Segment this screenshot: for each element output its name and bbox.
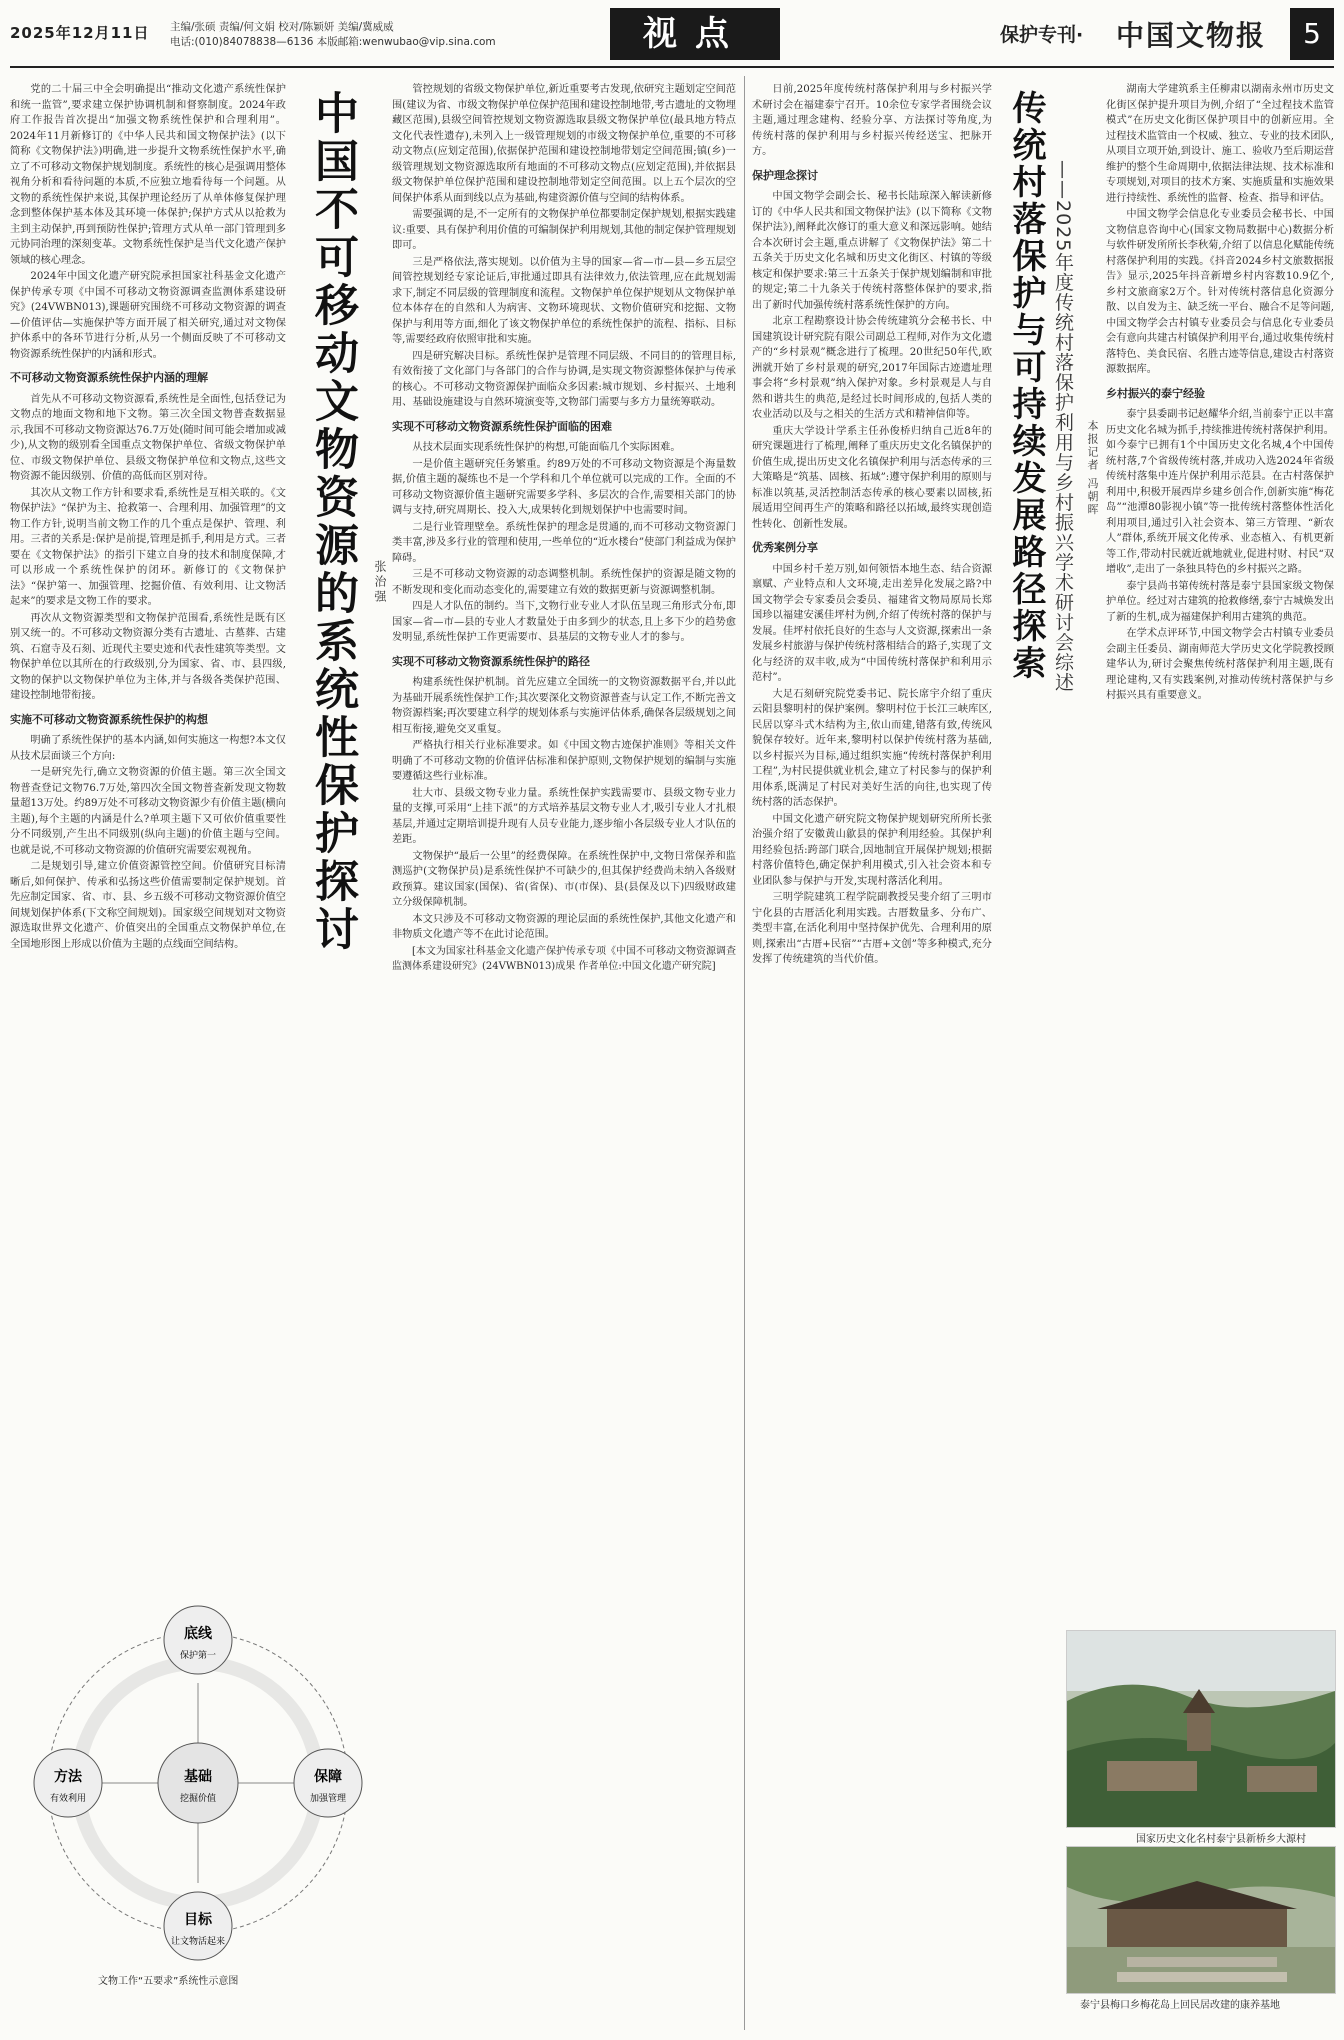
- staff-line-editors: 主编/张硕 责编/何文娟 校对/陈颖妍 美编/冀威威: [170, 21, 394, 33]
- paragraph: 再次从文物资源类型和文物保护范围看,系统性是既有区别又统一的。不可移动文物资源分类有古遗址、古墓葬、古建筑、石窟寺及石刻、近现代主要史迹和代表性建筑等类型。文物保护单位以其所在的行政级别,分为国家、省、市、县四级,文物的保护以文物保护单位为主体,并与各级各类保护范围、建设控制地带衔接。: [10, 612, 286, 701]
- paragraph: 北京工程勘察设计协会传统建筑分会秘书长、中国建筑设计研究院有限公司副总工程师,对作为文化遗产的“乡村景观”概念进行了梳理。20世纪50年代,欧洲就开始了乡村景观的研究,2017年国际古迹遗址理事会将“乡村景观”纳入保护对象。乡村景观是人与自然和谐共生的典范,是经过长时间形成的,包括人类的农业活动以及与之相关的生活方式和精神信仰等。: [752, 316, 992, 420]
- system-diagram: [28, 1598, 368, 1986]
- health-base-photo: [1066, 1846, 1336, 1994]
- header-rule: [10, 66, 1334, 68]
- paragraph: 四是人才队伍的制约。当下,文物行业专业人才队伍呈现三角形式分布,即国家—省—市—县的专业人才数量处于由多到少的状态,且上多下少的趋势愈发明显,系统性保护工作更需要市、县基层的文物专业人才的参与。: [392, 601, 736, 643]
- diagram-caption: 文物工作“五要求”系统性示意图: [98, 1976, 239, 1987]
- section-heading: 保护理念探讨: [752, 168, 818, 182]
- label: 让文物活起来: [170, 1937, 226, 1947]
- page-number: 5: [1290, 8, 1334, 60]
- paragraph: 二是行业管理壁垒。系统性保护的理念是贯通的,而不可移动文物资源门类丰富,涉及多行业的管理和使用,一些单位的“近水楼台”使部门利益成为保护障碍。: [392, 521, 736, 564]
- paragraph: 泰宁县尚书第传统村落是泰宁县国家级文物保护单位。经过对古建筑的抢救修缮,泰宁古城焕发出了新的生机,成为福建保护利用古建筑的典范。: [1106, 580, 1334, 623]
- paragraph: 一是研究先行,确立文物资源的价值主题。第三次全国文物普查登记文物76.7万处,第四次全国文物普查新发现文物数量超13万处。约89万处不可移动文物资源少有价值主题(横向主题),每个主题的内涵是什么?单项主题下又可依价值重要性分不同级别,产生出不同级别(纵向主题)的价值主题与空间。也就是说,不可移动文物资源的价值研究需要宏观视角。: [10, 767, 286, 856]
- paragraph: 三是不可移动文物资源的动态调整机制。系统性保护的资源是随文物的不断发现和变化而动态变化的,需要建立有效的数据更新与资源调整机制。: [392, 569, 736, 596]
- paragraph: 中国乡村千差万别,如何领悟本地生态、结合资源禀赋、产业特点和人文环境,走出差异化发展之路?中国文物学会专家委员会委员、福建省文物局原局长郑国珍以福建安溪佳坪村为例,介绍了传统村落的保护与发展。佳坪村依托良好的生态与人文资源,探索出一条发展乡村旅游与保护传统村落相结合的路子,实现了文化与经济的双丰收,成为“中国传统村落保护和利用示范村”。: [752, 563, 992, 683]
- section-heading: 乡村振兴的泰宁经验: [1106, 386, 1205, 400]
- photo1-caption: 国家历史文化名村泰宁县新桥乡大源村: [1136, 1834, 1306, 1845]
- paragraph: 湖南大学建筑系主任柳肃以湖南永州市历史文化街区保护提升项目为例,介绍了“全过程技术监管模式”在历史文化街区保护项目中的创新应用。全过程技术监管由一个权威、独立、专业的技术团队,从项目立项开始,到设计、施工、验收乃至后期运营维护的整个生命周期中,依据法律法规、技术标准和专项规划,对项目的技术方案、实施质量和实施效果进行持续性、系统性的监督、检查、指导和评估。: [1106, 84, 1334, 204]
- paragraph: 构建系统性保护机制。首先应建立全国统一的文物资源数据平台,并以此为基础开展系统性保护工作;其次要深化文物资源普查与认定工作,不断完善文物资源档案;再次要建立科学的规划体系与实施评估体系,确保各层级规划之间相互衔接,避免交叉重复。: [392, 677, 736, 735]
- staff-credits: [170, 20, 496, 50]
- article2-column-a: [752, 82, 992, 2002]
- paragraph: 本文只涉及不可移动文物资源的理论层面的系统性保护,其他文化遗产和非物质文化遗产等不在此讨论范围。: [392, 913, 736, 940]
- article2-title: 传统村落保护与可持续发展路径探索: [1006, 90, 1046, 682]
- section-heading: 优秀案例分享: [752, 541, 818, 554]
- paragraph: 在学术点评环节,中国文物学会古村镇专业委员会副主任委员、湖南师范大学历史文化学院教授顾建华认为,研讨会聚焦传统村落保护利用主题,既有理论建构,又有实践案例,对推动传统村落保护与乡村振兴具有重要意义。: [1106, 628, 1334, 701]
- photo-graphic: [1067, 1847, 1335, 1993]
- paragraph: 文物保护“最后一公里”的经费保障。在系统性保护中,文物日常保养和监测巡护(文物保护员)是系统性保护不可缺少的,但其保护经费尚未纳入各级财政预算。建议国家(国保)、省(省保)、市(市保)、县(县保及以下)四级财政建立分级保障机制。: [392, 850, 736, 908]
- paragraph: 一是价值主题研究任务繁重。约89万处的不可移动文物资源是个海量数据,价值主题的凝练也不是一个学科和几个单位就可以完成的工作。全面的不可移动文物资源价值主题研究需要多学科、多层次的合作,需要相关部门的协调与支持,研究周期长、投入大,成果转化到规划保护中也需要时间。: [392, 458, 736, 516]
- article-footnote: [本文为国家社科基金文化遗产保护传承专项《中国不可移动文物资源调查监测体系建设研究》(24VWBN013)成果 作者单位:中国文化遗产研究院]: [392, 945, 736, 972]
- label: 加强管理: [309, 1794, 347, 1804]
- section-heading: 实施不可移动文物资源系统性保护的构想: [10, 712, 208, 726]
- special-edition-label: 保护专刊·: [1000, 24, 1084, 46]
- paragraph: 三是严格依法,落实规划。以价值为主导的国家—省—市—县—乡五层空间管控规划经专家论证后,审批通过即具有法律效力,依法管理,应在此规划需求下,制定不同层级的管理制度和流程。文物保护单位保护规划从文物保护单位本体存在的自然和人为病害、文物环境现状、文物价值研究和挖掘、文物保护与利用等方面,细化了该文物保护单位的系统性保护的流程、指标、目标等,需要经政府依照审批和实施。: [392, 256, 736, 345]
- paragraph: 三明学院建筑工程学院副教授吴斐介绍了三明市宁化县的古厝活化利用实践。古厝数量多、分布广、类型丰富,在活化利用中坚持保护优先、合理利用的原则,探索出“古厝+民宿”“古厝+文创”等多种模式,充分发挥了传统建筑的当代价值。: [752, 892, 992, 965]
- paragraph: 四是研究解决目标。系统性保护是管理不同层级、不同目的的管理目标,有效衔接了文化部门与各部门的合作与协调,是实现文物资源整体保护与传承的核心。不可移动文物资源保护面临众多因素:城市规划、乡村振兴、土地利用、基础设施建设与自然环境演变等,文物部门需要与多方力量统筹联动。: [392, 350, 736, 408]
- paragraph: 党的二十届三中全会明确提出“推动文化遗产系统性保护和统一监管”,要求建立保护协调机制和督察制度。2024年政府工作报告首次提出“加强文物系统性保护和合理利用”。2024年11月新修订的《中华人民共和国文物保护法》(以下简称《文物保护法》)明确,进一步提升文物系统性保护水平,确立了不可移动文物保护规划制度。系统性的核心是强调用整体视角分析和看待问题的本质,不应独立地看待每一个问题。从文物的系统性保护来说,其保护理论经历了从单体修复保护理念到整体保护基本体及其环境一体保护;保护方式从以抢救为主到主动保护,再到预防性保护;管理方式从单一部门管理到多元协同治理的深刻变革。文物系统性保护是当代文化遗产保护领域的核心理念。: [10, 84, 286, 266]
- section-heading: 实现不可移动文物资源系统性保护的路径: [392, 654, 590, 668]
- paragraph: 泰宁县委副书记赵耀华介绍,当前泰宁正以丰富历史文化名城为抓手,持续推进传统村落保护利用。如今泰宁已拥有1个中国历史文化名城,4个中国传统村落,7个省级传统村落,并成功入选2024年省级传统村落集中连片保护利用示范县。在古村落保护利用中,积极开展西岸乡建乡创合作,创新实施“梅花岛”“池潭80影视小镇”等一批传统村落整体性活化利用项目,通过引入社会资本、第三方管理、“新农人”群体,系统开展文化传承、业态植入、有机更新等工作,带动村民就近就地就业,促进村财、村民“双增收”,走出了一条独具特色的乡村振兴之路。: [1106, 409, 1334, 575]
- article1-title: 中国不可移动文物资源的系统性保护探讨: [307, 90, 358, 954]
- article2-column-b: [1106, 82, 1334, 1612]
- village-photo: [1066, 1630, 1336, 1828]
- paragraph: 管控规划的省级文物保护单位,新近重要考古发现,依研究主题划定空间范围(建议为省、市级文物保护单位保护范围和建设控制地带,考古遗址的文物埋藏区范围),县级空间管控规划文物资源选取县级文物保护单位(最具地方特点文化代表性遗存),未列入上一级管理规划的市级文物保护单位,重要的不可移动文物点(应划定范围),依据保护范围和建设控制地带划定空间范围;镇(乡)一级管理规划文物资源选取所有地面的不可移动文物点(应划定范围),并依据县级文物保护单位保护范围和建设控制地带划定空间范围。以上五个层次的空间保护体系从面到线以点为基础,构建资源价值与空间的结构体系。: [392, 84, 736, 204]
- newspaper-logo: 中国文物报: [1116, 19, 1267, 52]
- paragraph: 重庆大学设计学系主任孙俊桥归纳自己近8年的研究课题进行了梳理,阐释了重庆历史文化名镇保护的价值生成,提出历史文化名镇保护利用与活态传承的三大策略是“筑基、固核、拓域”:遵守保护利用的原则与标准以筑基,灵活控制活态传承的核心要素以固核,拓展适用空间再生产的策略和路径以拓域,最终实现创造性转化、创新性发展。: [752, 425, 992, 530]
- paragraph: 中国文化遗产研究院文物保护规划研究所所长张治强介绍了安徽黄山歙县的保护利用经验。其保护利用经验包括:跨部门联合,因地制宜开展保护规划;根据村落价值特色,确定保护利用模式,引入社会资本和专业团队参与保护与开发,实现村落活化利用。: [752, 813, 992, 887]
- article1-author: 张治强: [373, 560, 387, 605]
- article1-column-mid: [392, 82, 736, 2002]
- section-title: 视点: [610, 8, 780, 60]
- paragraph: 从技术层面实现系统性保护的构想,可能面临几个实际困难。: [412, 442, 681, 453]
- paragraph: 大足石刻研究院党委书记、院长席宇介绍了重庆云阳县黎明村的保护案例。黎明村位于长江三峡库区,民居以穿斗式木结构为主,依山而建,错落有致,传统风貌保存较好。近年来,黎明村以保护传统村落为基础,以乡村振兴为目标,通过组织实施“传统村落保护利用工程”,为村民提供就业机会,建立了村民参与的保护利用体系,既满足了村民对美好生活的向往,也实现了传统村落的活态保护。: [752, 688, 992, 808]
- paragraph: 明确了系统性保护的基本内涵,如何实施这一构想?本文仅从技术层面谈三个方向:: [10, 735, 286, 762]
- paragraph: 日前,2025年度传统村落保护利用与乡村振兴学术研讨会在福建泰宁召开。10余位专家学者围绕会议主题,通过理念建构、经验分享、方法探讨等角度,为传统村落的保护利用与乡村振兴传经送宝、把脉开方。: [752, 84, 992, 157]
- paragraph: 壮大市、县级文物专业力量。系统性保护实践需要市、县级文物专业力量的支撑,可采用“上挂下派”的方式培养基层文物专业人才,吸引专业人才扎根基层,并通过定期培训提升现有人员专业能力,逐步缩小各层级专业人才队伍的差距。: [392, 787, 736, 845]
- article2-subtitle: ——2025年度传统村落保护利用与乡村振兴学术研讨会综述: [1052, 160, 1074, 693]
- label: 保障: [314, 1769, 342, 1785]
- page-header: [10, 8, 1334, 64]
- photo2-caption: 泰宁县梅口乡梅花岛上回民居改建的康养基地: [1080, 2000, 1280, 2011]
- diagram-graphic: [28, 1598, 368, 1968]
- staff-line-contact: 电话:(010)84078838—6136 本版邮箱:wenwubao@vip.sina.com: [170, 36, 496, 48]
- label: 挖掘价值: [179, 1794, 217, 1804]
- label: 底线: [184, 1626, 212, 1642]
- label: 方法: [54, 1769, 82, 1785]
- paragraph: 中国文物学会副会长、秘书长陆琼深入解读新修订的《中华人民共和国文物保护法》(以下简称《文物保护法》),阐释此次修订的重大意义和深远影响。她结合本次研讨会主题,重点讲解了《文物保护法》第二十五条关于历史文化名城和历史文化街区、村镇的等级核定和保护要求:第三十五条关于保护规划编制和审批的规定;第二十九条关于传统村落整体保护的要求,指出了新时代加强传统村落系统性保护的方向。: [752, 191, 992, 311]
- paragraph: 二是规划引导,建立价值资源管控空间。价值研究目标清晰后,如何保护、传承和弘扬这些价值需要制定保护规划。首先应制定国家、省、市、县、乡五级不可移动文物资源价值空间规划保护体系(下文称空间规划)。国家级空间规划对文物资源选取世界文化遗产、价值突出的全国重点文物保护单位,在全国地形图上形成以价值为主题的点线面空间结构。: [10, 861, 286, 950]
- paragraph: 2024年中国文化遗产研究院承担国家社科基金文化遗产保护传承专项《中国不可移动文物资源调查监测体系建设研究》(24VWBN013),课题研究围绕不可移动文物资源的调查—价值评估—实施保护等方面开展了相关研究,通过对文物保护体系中的各环节进行分析,从另一个侧面反映了不可移动文物资源系统性保护的内涵和形式。: [10, 271, 286, 360]
- paragraph: 中国文物学会信息化专业委员会秘书长、中国文物信息咨询中心(国家文物局数据中心)数据分析与软件研发所所长李秋菊,介绍了以信息化赋能传统村落保护利用的实践。《抖音2024乡村文旅数据报告》显示,2025年抖音新增乡村内容数10.9亿个,乡村文旅商家2万个。针对传统村落信息化资源分散、以自发为主、缺乏统一平台、融合不足等问题,中国文物学会古村镇专业委员会与信息化专业委员会有意向共建古村镇保护利用平台,通过收集传统村落特色、美食民宿、名胜古迹等信息,建设古村落资源数据库。: [1106, 209, 1334, 375]
- section-heading: 不可移动文物资源系统性保护内涵的理解: [10, 371, 208, 384]
- paragraph: 严格执行相关行业标准要求。如《中国文物古迹保护准则》等相关文件明确了不可移动文物的价值评估标准和保护原则,文物保护规划的编制与实施要遵循这些行业标准。: [392, 740, 736, 782]
- issue-date: 2025年12月11日: [10, 24, 150, 42]
- paragraph: 其次从文物工作方针和要求看,系统性是互相关联的。《文物保护法》“保护为主、抢救第一、合理利用、加强管理”的文物工作方针,说明当前文物工作的几个重点是保护、管理、利用。三者的关系是:保护是前提,管理是抓手,利用是方式。三者要在《文物保护法》的指引下建立自身的技术和制度保障,才可以形成一个系统性保护的闭环。新修订的《文物保护法》“保护第一、加强管理、挖掘价值、有效利用、让文物活起来”的要求是文物工作的要求。: [10, 487, 286, 607]
- label: 基础: [184, 1769, 212, 1785]
- photo-graphic: [1067, 1631, 1335, 1827]
- paragraph: 首先从不可移动文物资源看,系统性是全面性,包括登记为文物点的地面文物和地下文物。第三次全国文物普查数据显示,我国不可移动文物资源达76.7万处(随时间可能会增加或减少),从文物的级别看全国重点文物保护单位、省级文物保护单位、市级文物保护单位、县级文物保护单位和文物点,这些文物资源不能因级别、价值的高低而区别对待。: [10, 393, 286, 482]
- paragraph: 需要强调的是,不一定所有的文物保护单位都要制定保护规划,根据实践建议:重要、具有保护利用价值的可编制保护利用规划,其他的制定保护管理规划即可。: [392, 209, 736, 251]
- label: 有效利用: [49, 1794, 87, 1804]
- label: 目标: [184, 1912, 212, 1928]
- section-heading: 实现不可移动文物资源系统性保护面临的困难: [392, 419, 612, 433]
- column-divider: [744, 76, 745, 2030]
- article1-column-left: [10, 82, 286, 1582]
- label: 保护第一: [179, 1651, 217, 1661]
- article2-reporter: 本报记者 冯朝晖: [1086, 420, 1099, 517]
